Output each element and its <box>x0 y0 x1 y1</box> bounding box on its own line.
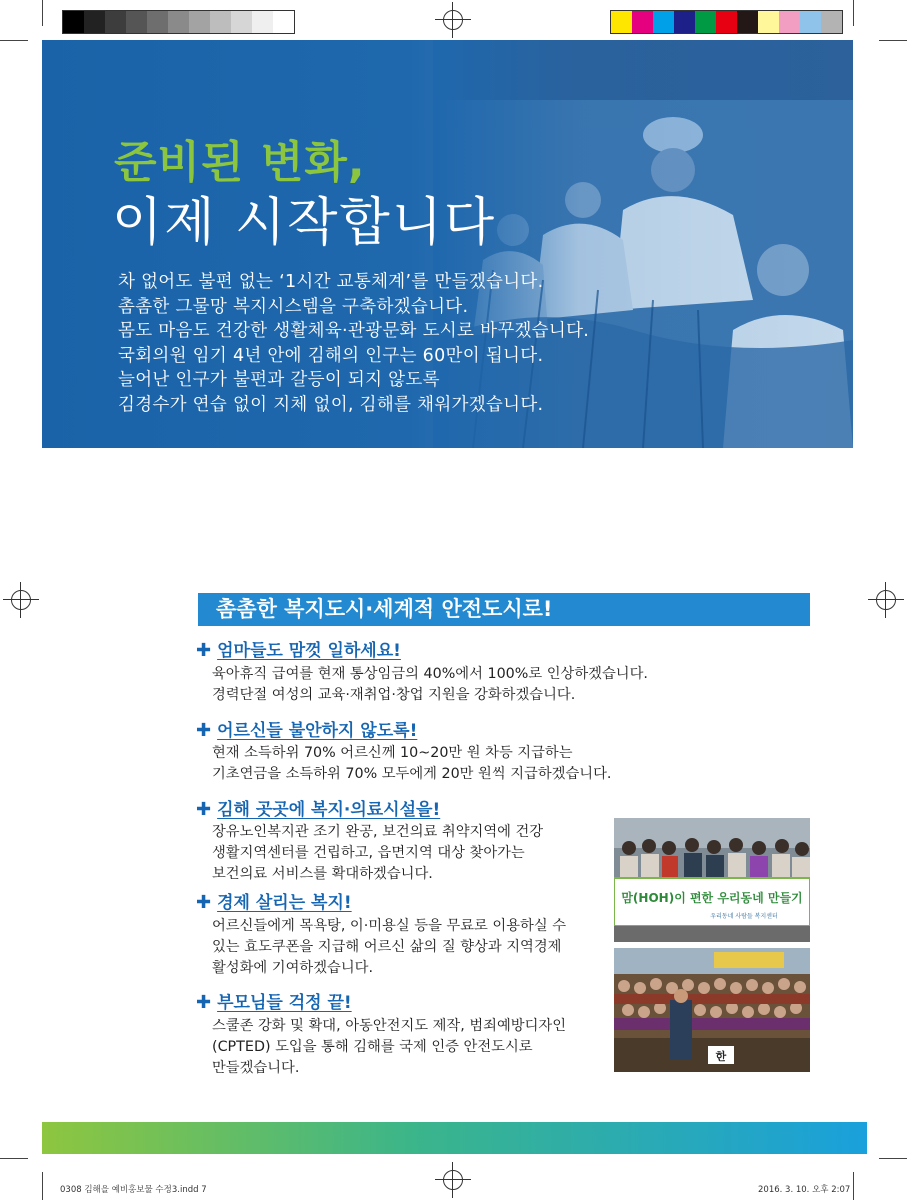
color-swatch <box>758 11 779 33</box>
registration-mark <box>435 1162 471 1198</box>
hero-line: 차 없어도 불편 없는 ‘1시간 교통체계’를 만들겠습니다. <box>118 272 544 292</box>
gray-swatch <box>147 11 168 33</box>
registration-mark <box>868 582 904 618</box>
footer-gradient-bar <box>42 1122 867 1154</box>
gray-color-bar <box>62 10 295 34</box>
community-event-photo-art <box>614 818 810 942</box>
color-swatch <box>779 11 800 33</box>
photo-banner-caption: 우리동네 사람들 복지센터 <box>710 913 778 920</box>
hero-title-line2: 이제 시작합니다 <box>112 193 497 253</box>
gray-swatch <box>210 11 231 33</box>
item-title: ✚ 부모님들 걱정 끝! <box>196 992 352 1013</box>
hero-line: 김경수가 연습 없이 지체 없이, 김해를 채워가겠습니다. <box>118 394 544 415</box>
color-swatch <box>653 11 674 33</box>
item-body: 장유노인복지관 조기 완공, 보건의료 취약지역에 건강 생활지역센터를 건립하고, 읍면지역 대상 찾아가는 보건의료 서비스를 확대하겠습니다. <box>212 824 544 882</box>
photo-banner-text: 맘(HOH)이 편한 우리동네 만들기 <box>621 891 803 905</box>
gray-swatch <box>63 11 84 33</box>
process-color-bar <box>610 10 843 34</box>
hero-pledge-list <box>118 270 589 418</box>
hero-banner <box>42 40 853 448</box>
item-title: ✚ 김해 곳곳에 복지·의료시설을! <box>196 799 441 820</box>
crop-mark <box>42 1172 43 1200</box>
gray-swatch <box>252 11 273 33</box>
plus-icon: ✚ <box>196 992 212 1013</box>
print-slug-date: 2016. 3. 10. 오후 2:07 <box>758 1185 851 1195</box>
item-title: ✚ 경제 살리는 복지! <box>196 892 352 913</box>
item-body: 어르신들에게 목욕탕, 이·미용실 등을 무료로 이용하실 수 있는 효도쿠폰을 지급해 어르신 삶의 질 향상과 지역경제 활성화에 기여하겠습니다. <box>212 918 567 976</box>
item-body: 현재 소득하위 70% 어르신께 10~20만 원 차등 지급하는 기초연금을 소득하위 70% 모두에게 20만 원씩 지급하겠습니다. <box>212 745 612 782</box>
section-header: 촘촘한 복지도시·세계적 안전도시로! <box>198 593 810 626</box>
item-body: 육아휴직 급여를 현재 통상임금의 40%에서 100%로 인상하겠습니다. 경력단절 여성의 교육·재취업·창업 지원을 강화하겠습니다. <box>212 666 648 703</box>
hero-line: 촘촘한 그물망 복지시스템을 구축하겠습니다. <box>118 296 469 317</box>
color-swatch <box>674 11 695 33</box>
senior-meeting-photo-art <box>614 948 810 1072</box>
senior-meeting-photo <box>614 948 810 1072</box>
color-swatch <box>611 11 632 33</box>
plus-icon: ✚ <box>196 799 212 820</box>
item-body: 스쿨존 강화 및 확대, 아동안전지도 제작, 범죄예방디자인 (CPTED) 도입을 통해 김해를 국제 인증 안전도시로 만들겠습니다. <box>212 1018 567 1076</box>
hero-line: 국회의원 임기 4년 안에 김해의 인구는 60만이 됩니다. <box>118 345 544 366</box>
registration-mark <box>3 582 39 618</box>
color-swatch <box>800 11 821 33</box>
color-swatch <box>695 11 716 33</box>
color-swatch <box>737 11 758 33</box>
crop-mark <box>0 1158 28 1159</box>
plus-icon: ✚ <box>196 720 212 741</box>
gray-swatch <box>126 11 147 33</box>
plus-icon: ✚ <box>196 640 212 661</box>
hero-line: 몸도 마음도 건강한 생활체육·관광문화 도시로 바꾸겠습니다. <box>118 321 590 342</box>
print-slug-file: 0308 김해을 예비홍보물 수정3.indd 7 <box>60 1185 207 1195</box>
photo-name-tag: 한 <box>715 1050 727 1063</box>
color-swatch <box>716 11 737 33</box>
gray-swatch <box>273 11 294 33</box>
crop-mark <box>853 1172 854 1200</box>
gray-swatch <box>168 11 189 33</box>
gray-swatch <box>105 11 126 33</box>
community-event-photo <box>614 818 810 942</box>
crop-mark <box>853 0 854 26</box>
color-swatch <box>821 11 842 33</box>
gray-swatch <box>84 11 105 33</box>
crop-mark <box>0 40 28 41</box>
hero-title-line1: 준비된 변화, <box>114 137 366 188</box>
plus-icon: ✚ <box>196 892 212 913</box>
hero-line: 늘어난 인구가 불편과 갈등이 되지 않도록 <box>118 370 440 391</box>
item-title: ✚ 엄마들도 맘껏 일하세요! <box>196 640 401 661</box>
gray-swatch <box>231 11 252 33</box>
crop-mark <box>879 1158 907 1159</box>
registration-mark <box>435 2 471 38</box>
item-title: ✚ 어르신들 불안하지 않도록! <box>196 720 418 741</box>
color-swatch <box>632 11 653 33</box>
crop-mark <box>42 0 43 26</box>
crop-mark <box>879 40 907 41</box>
gray-swatch <box>189 11 210 33</box>
